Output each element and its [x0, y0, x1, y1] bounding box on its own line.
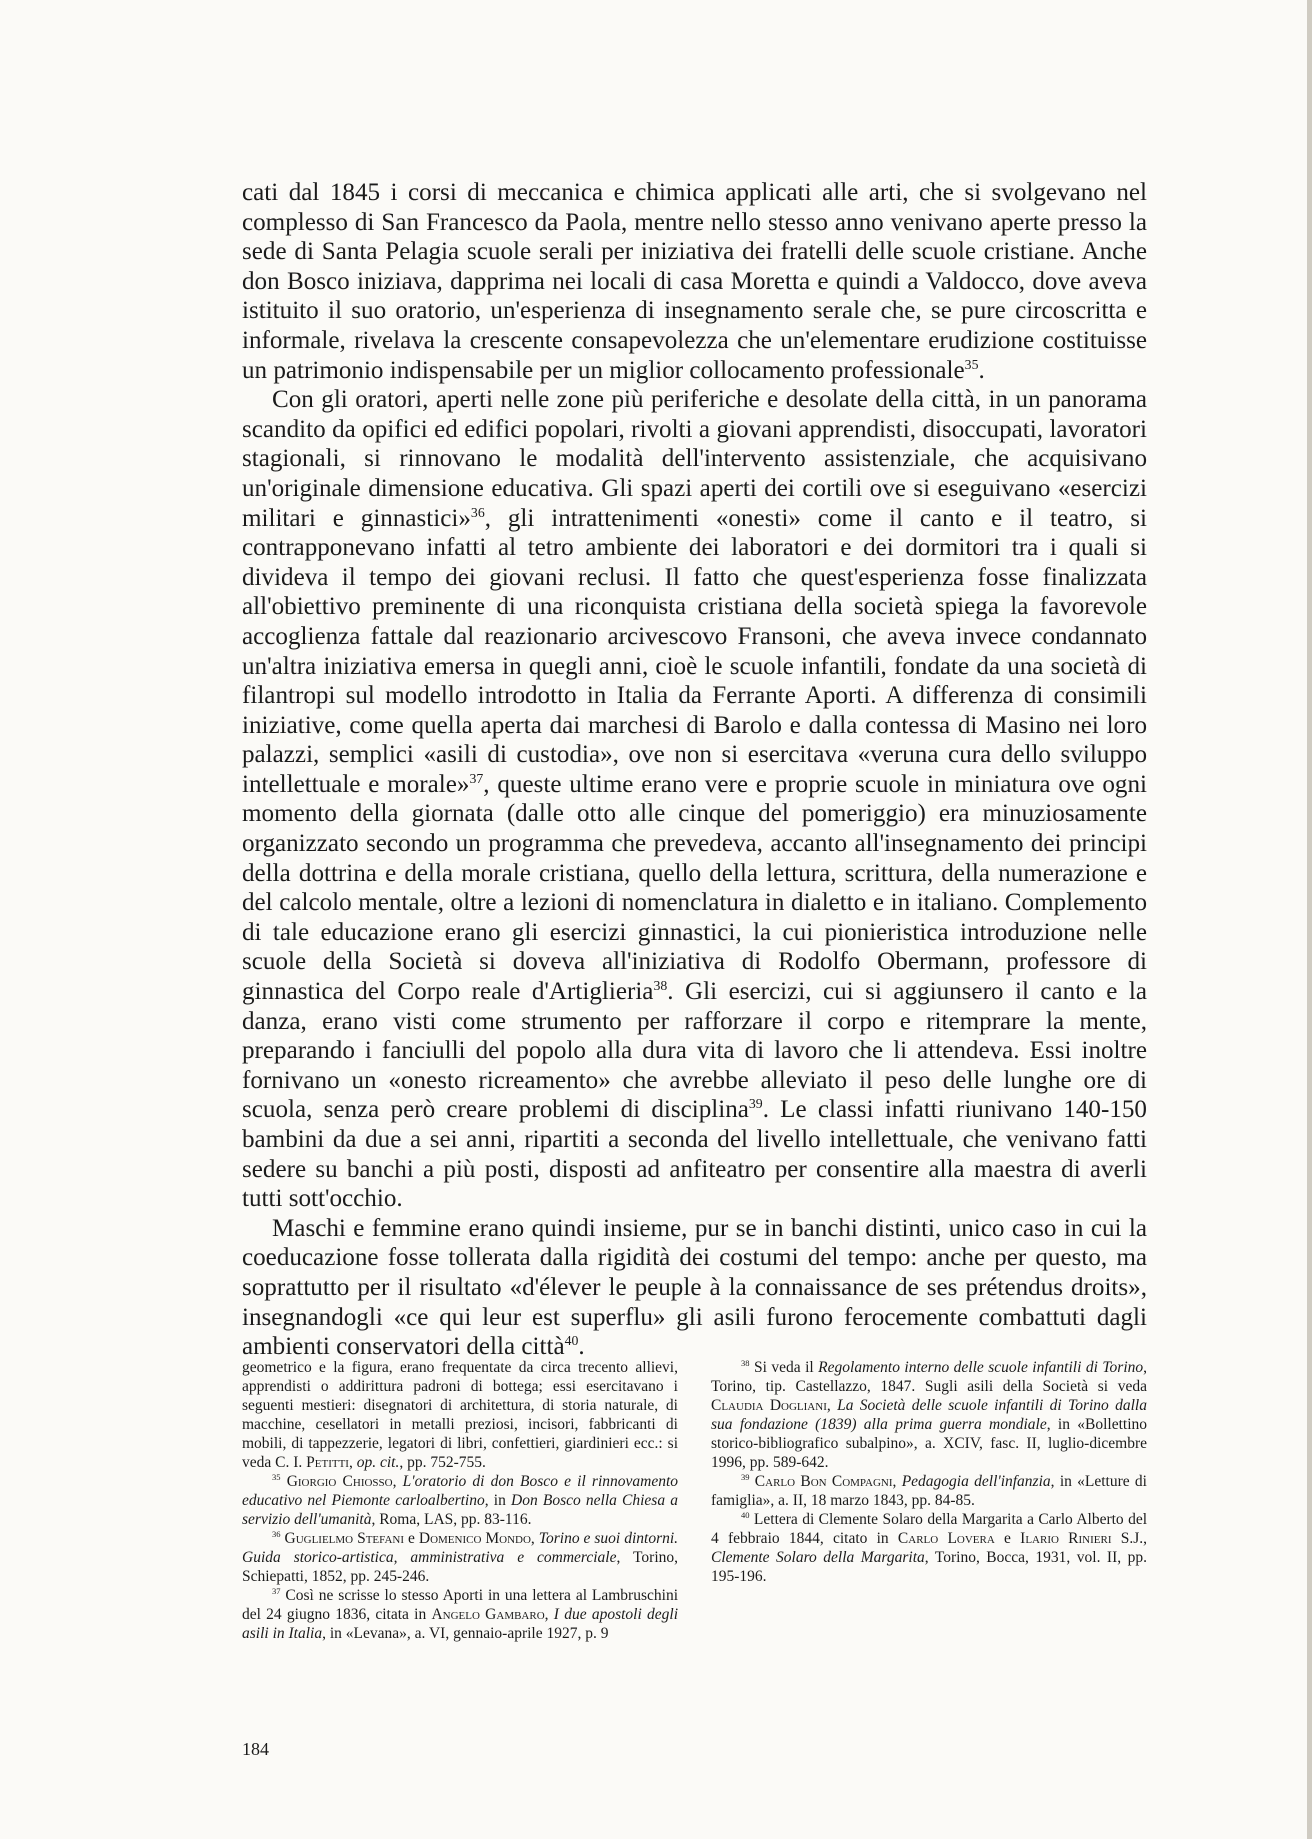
paragraph-1: cati dal 1845 i corsi di meccanica e chimica applicati alle arti, che si svolgevano nel complesso di San Francesco da Paola, mentre nello stesso anno venivano aperte presso la sede di Santa Pelagia scuole serali per iniziativa dei fratelli delle scuole cristiane. Anche don Bosco iniziava, dapprima nei locali di casa Moretta e quindi a Valdocco, dove aveva istituito il suo oratorio, un'esperienza di insegnamento serale che, se pure circoscritta e informale, rivelava la crescente consapevolezza che un'elementare erudizione costituisse un patrimonio indispensabile per un miglior collocamento professionale$^{35}$.: [242, 179, 1147, 384]
footnote-39: $^{39}$ Carlo Bon Compagni, Pedagogia dell'infanzia, in «Letture di famiglia», a. II, 18 marzo 1843, pp. 84-85.: [711, 1472, 1147, 1509]
footnote-ref-35[interactable]: 35: [964, 356, 979, 372]
footnote-38: $^{38}$ Si veda il Regolamento interno delle scuole infantili di Torino, Torino, tip. Castellazzo, 1847. Sugli asili della Società si veda Claudia Dogliani, La Società delle scuole infantili di Torino dalla sua fondazione (1839) alla prima guerra mondiale, in «Bollettino storico-bibliografico subalpino», a. XCIV, fasc. II, luglio-dicembre 1996, pp. 589-642.: [711, 1358, 1148, 1471]
main-text: [242, 178, 1147, 1362]
paragraph-2: Con gli oratori, aperti nelle zone più periferiche e desolate della città, in un panorama scandito da opifici ed edifici popolari, rivolti a giovani apprendisti, disoccupati, lavoratori stagionali, si rinnovano le modalità dell'intervento assistenziale, che acquisivano un'originale dimensione educativa. Gli spazi aperti dei cortili ove si eseguivano «esercizi militari e ginnastici»$^{36}$, gli intrattenimenti «onesti» come il canto e il teatro, si contrapponevano infatti al tetro ambiente dei laboratori e dei dormitori tra i quali si divideva il tempo dei giovani reclusi. Il fatto che quest'esperienza fosse finalizzata all'obiettivo preminente di una riconquista cristiana della società spiega la favorevole accoglienza fattale dal reazionario arcivescovo Fransoni, che aveva invece condannato un'altra iniziativa emersa in quegli anni, cioè le scuole infantili, fondate da una società di filantropi sul modello introdotto in Italia da Ferrante Aporti. A differenza di consimili iniziative, come quella aperta dai marchesi di Barolo e dalla contessa di Masino nei loro palazzi, semplici «asili di custodia», ove non si esercitava «veruna cura dello sviluppo intellettuale e morale»$^{37}$, queste ultime erano vere e proprie scuole in miniatura ove ogni momento della giornata (dalle otto alle cinque del pomeriggio) era minuziosamente organizzato secondo un programma che prevedeva, accanto all'insegnamento dei principi della dottrina e della morale cristiana, quello della lettura, scrittura, della numerazione e del calcolo mentale, oltre a lezioni di nomenclatura in dialetto e in italiano. Complemento di tale educazione erano gli esercizi ginnastici, la cui pionieristica introduzione nelle scuole della Società si doveva all'iniziativa di Rodolfo Obermann, professore di ginnastica del Corpo reale d'Artiglieria$^{38}$. Gli esercizi, cui si aggiunsero il canto e la danza, erano visti come strumento per rafforzare il corpo e ritemprare la mente, preparando i fanciulli del popolo alla dura vita di lavoro che li attendeva. Essi inoltre fornivano un «onesto ricreamento» che avrebbe alleviato il peso delle lunghe ore di scuola, senza però creare problemi di disciplina$^{39}$. Le classi infatti riunivano 140-150 bambini da due a sei anni, ripartiti a seconda del livello intellettuale, che venivano fatti sedere su banchi a più posti, disposti ad anfiteatro per consentire alla maestra di averli tutti sott'occhio.: [242, 386, 1147, 1213]
page-edge-shadow: [1307, 0, 1312, 1839]
paragraph-3: Maschi e femmine erano quindi insieme, pur se in banchi distinti, unico caso in cui la coeducazione fosse tollerata dalla rigidità dei costumi del tempo: anche per questo, ma soprattutto per il risultato «d'élever le peuple à la connaissance de ses prétendus droits», insegnandogli «ce qui leur est superflu» gli asili furono ferocemente combattuti dagli ambienti conservatori della città$^{40}$.: [242, 1214, 1147, 1361]
footnote-37: $^{37}$ Così ne scrisse lo stesso Aporti in una lettera al Lambruschini del 24 giugno 1836, citata in Angelo Gambaro, I due apostoli degli asili in Italia, in «Levana», a. VI, gennaio-aprile 1927, p. 9: [242, 1586, 679, 1642]
footnote-ref-36[interactable]: 36: [470, 504, 485, 520]
footnotes-left-column: [242, 1358, 678, 1643]
footnotes: [242, 1358, 1147, 1643]
footnote-36: $^{36}$ Guglielmo Stefani e Domenico Mondo, Torino e suoi dintorni. Guida storico-artistica, amministrativa e commerciale, Torino, Schiepatti, 1852, pp. 245-246.: [242, 1529, 679, 1585]
footnote-continuation: geometrico e la figura, erano frequentate da circa trecento allievi, apprendisti o addirittura padroni di bottega; essi esercitavano i seguenti mestieri: disegnatori di architettura, di storia naturale, di macchine, cesellatori in metalli preziosi, incisori, fabbricanti di mobili, di tappezzerie, legatori di libri, confettieri, giardinieri ecc.: si veda C. I. Petitti, op. cit., pp. 752-755.: [242, 1359, 678, 1471]
footnote-40: $^{40}$ Lettera di Clemente Solaro della Margarita a Carlo Alberto del 4 febbraio 1844, citato in Carlo Lovera e Ilario Rinieri S.J., Clemente Solaro della Margarita, Torino, Bocca, 1931, vol. II, pp. 195-196.: [711, 1510, 1148, 1585]
footnote-ref-39[interactable]: 39: [748, 1096, 763, 1112]
footnote-ref-40[interactable]: 40: [564, 1333, 579, 1349]
footnote-35: $^{35}$ Giorgio Chiosso, L'oratorio di don Bosco e il rinnovamento educativo nel Piemonte carloalbertino, in Don Bosco nella Chiesa a servizio dell'umanità, Roma, LAS, pp. 83-116.: [242, 1472, 679, 1528]
footnotes-right-column: [711, 1358, 1147, 1643]
page-number: 184: [242, 1739, 269, 1759]
footnote-ref-38[interactable]: 38: [653, 978, 668, 994]
footnote-ref-37[interactable]: 37: [469, 770, 484, 786]
